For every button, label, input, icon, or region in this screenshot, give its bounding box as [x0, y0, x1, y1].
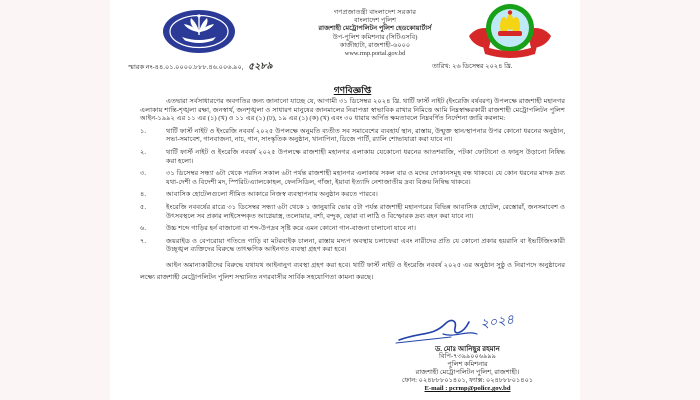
- letterhead-department-line: উপ-পুলিশ কমিশনার (সিটিএসবি): [332, 33, 418, 41]
- directive-number: ৪.: [140, 191, 147, 199]
- directive-text: ইংরেজি নববর্ষের রাত্রে ৩১ ডিসেম্বর সন্ধ্যা ৬টা থেকে ১ জানুয়ারি ভোর ৫টা পর্যন্ত রাজশাহী মহানগরের বিভিন্ন আবাসিক হোটেল, রেস্তোরাঁ, জনসমাবেশ ও উৎসবস্থলে সব প্রকার লাইসেন্সকৃত আগ্নেয়াস্ত্র, তলোয়ার, বর্শা, বন্দুক, ছোরা বা লাঠি ও বিস্ফোরক দ্রব্য বহন করা যাবে না।: [166, 203, 565, 220]
- signer-bp-number: বিপি-৭৩৯৯০০৬৯৯৯: [439, 353, 496, 361]
- directive-text: থার্টি ফার্স্ট নাইট ও ইংরেজি নববর্ষ ২০২৫ উপলক্ষে রাজশাহী মহানগর এলাকায় যেকোনো ধরনের আতশবাজি, পটকা ফোটানো ও ফানুস উড়ানো নিষিদ্ধ করা হলো।: [166, 148, 565, 165]
- directive-item-7: [140, 238, 565, 255]
- directive-text: থার্টি ফার্স্ট নাইট ও ইংরেজি নববর্ষ ২০২৫ উপলক্ষে অনুমতি ব্যতীত সব সমাবেশের ব্যবহার্য স্থান, রাস্তায়, উন্মুক্ত স্থান/স্থাপনার উপর কোনো ধরনের অনুষ্ঠান, সভা-সমাবেশ, গানবাজনা, নাচ, গান, সাংস্কৃতিক অনুষ্ঠান, খানাপিনা, ডিজে পার্টি, র‍্যালি শোভাযাত্রা করা যাবে না।: [166, 127, 565, 144]
- letterhead-government-line: গণপ্রজাতন্ত্রী বাংলাদেশ সরকার: [333, 9, 417, 16]
- letterhead-office-line: রাজশাহী মেট্রোপলিটন পুলিশ হেডকোয়ার্টার্স: [318, 25, 432, 33]
- directive-text: জয়রাইড ও বেপরোয়া গতিতে গাড়ি বা মটরবাইক চালনা, রাস্তায় মদ্যপ অবস্থায় চলাফেরা এবং নারীদের প্রতি যে কোনো প্রকার হয়রানি বা ইভটিজিংকারী উচ্ছৃঙ্খল ব্যক্তিদের বিরুদ্ধে তাৎক্ষণিক আইনগত ব্যবস্থা গ্রহণ করা হবে।: [166, 237, 565, 254]
- directive-number: ৬.: [140, 225, 147, 233]
- notice-title: গণবিজ্ঞপ্তি: [333, 85, 372, 95]
- handwritten-signature-icon: [393, 310, 543, 347]
- directive-text: উচ্চ শব্দে গাড়ির হর্ন বাজানো বা শব্দ-উপদ্রব সৃষ্টি করে এমন কোনো গান-বাজনা চালানো যাবে না।: [166, 225, 417, 233]
- signature-block: [360, 310, 575, 394]
- intro-paragraph: এতদ্বারা সর্বসাধারণের অবগতির জন্য জানানো যাচ্ছে যে, আগামী ৩১ ডিসেম্বর ২০২৪ খ্রি. থার্টি ফার্স্ট নাইট (ইংরেজি বর্ষবরণ) উপলক্ষে রাজশাহী মহানগর এলাকায় শান্তি-শৃঙ্খলা রক্ষা, জনস্বার্থ, জনশৃঙ্খলা ও সাধারণ মানুষের জানমালের নিরাপত্তা স্বাভাবিক রাখার নিমিত্তে আমি নিম্নস্বাক্ষরকারী রাজশাহী মেট্রোপলিটন পুলিশ আইন-১৯৯২ এর ১১ এর (১) (খ) ও ১১ এর (১) (ঢ), ১৯ এর (১) (ক) (খ) এবং ৩০ ধারায় অর্পিত ক্ষমতাবলে নিম্নবর্ণিত নির্দেশনা জারি করলাম:: [140, 98, 565, 123]
- directive-number: ৭.: [140, 237, 147, 245]
- memo-number-line: [128, 60, 273, 75]
- signer-name: ড. মোঃ আনিছুর রহমান: [435, 345, 500, 353]
- closing-paragraph: আইন অমান্যকারীদের বিরুদ্ধে যথাযথ আইনানুগ ব্যবস্থা গ্রহণ করা হবে। থার্টি ফার্স্ট নাইট ও ইংরেজি নববর্ষ ২০২৫ এর অনুষ্ঠান সুষ্ঠু ও নিরাপদে অনুষ্ঠানের লক্ষ্যে রাজশাহী মেট্রোপলিটন পুলিশ সম্মানিত নগরবাসীর সার্বিক সহযোগিতা কামনা করছে।: [140, 261, 565, 282]
- notice-body: [140, 98, 565, 285]
- directive-item-4: [140, 191, 565, 200]
- letterhead-website: www.rmp.portal.gov.bd: [344, 50, 406, 58]
- directive-text: ৩১ ডিসেম্বর সন্ধ্যা ৬টা থেকে পরদিন সকাল ৬টা পর্যন্ত রাজশাহী মহানগর এলাকায় সকল বার ও মদের দোকানসমূহ বন্ধ থাকবে। যে কোন ধরনের মাদক দ্রব্য যথা-দেশী ও বিদেশী মদ, স্পিরিট/এ্যালকোহল, ফেনসিডিল, গাঁজা, ইয়াবা ইত্যাদি নেশাজাতীয় দ্রব্য বিক্রয় নিষিদ্ধ থাকবে।: [166, 170, 565, 186]
- signer-designation: পুলিশ কমিশনার: [447, 361, 488, 369]
- letterhead-address-line: কাজীহাটা, রাজশাহী-৬০০০: [339, 41, 411, 49]
- directive-number: ১.: [140, 127, 147, 135]
- directive-text: আবাসিক হোটেলগুলো সীমিত আকারে নিজস্ব ব্যবস্থাপনায় অনুষ্ঠান করতে পারবে।: [166, 191, 378, 199]
- directive-number: ৫.: [140, 203, 147, 211]
- directive-number: ৩.: [140, 170, 147, 178]
- signer-email: E-mail : pcrmp@police.gov.bd: [424, 385, 511, 393]
- letterhead-org-line: বাংলাদেশ পুলিশ: [353, 17, 397, 25]
- directive-number: ২.: [140, 148, 147, 156]
- memo-date: তারিখ: ২৬ ডিসেম্বর ২০২৪ খ্রি.: [432, 63, 513, 70]
- directive-item-5: [140, 204, 565, 221]
- directive-item-2: [140, 149, 565, 166]
- directive-item-1: [140, 128, 565, 145]
- svg-text:২০২৪: ২০২৪: [478, 311, 515, 331]
- memo-handwritten-serial: ৫২৮৯: [247, 61, 273, 73]
- directive-item-6: [140, 225, 565, 234]
- signer-office: রাজশাহী মেট্রোপলিটন পুলিশ, রাজশাহী।: [415, 369, 520, 377]
- directive-item-3: [140, 170, 565, 187]
- letterhead: [225, 9, 525, 58]
- document-page: [110, 0, 580, 400]
- memo-number: স্মারক নং-৪৪.০১.০০০০.৮৮৮.৪৬.০০৬.৯০,: [128, 64, 244, 71]
- signer-phone-line: ফোন: ০২৪৮৮৮০১৪০১, ফ্যাক্স: ০২৪৮৮৮০১৪০১: [401, 377, 534, 385]
